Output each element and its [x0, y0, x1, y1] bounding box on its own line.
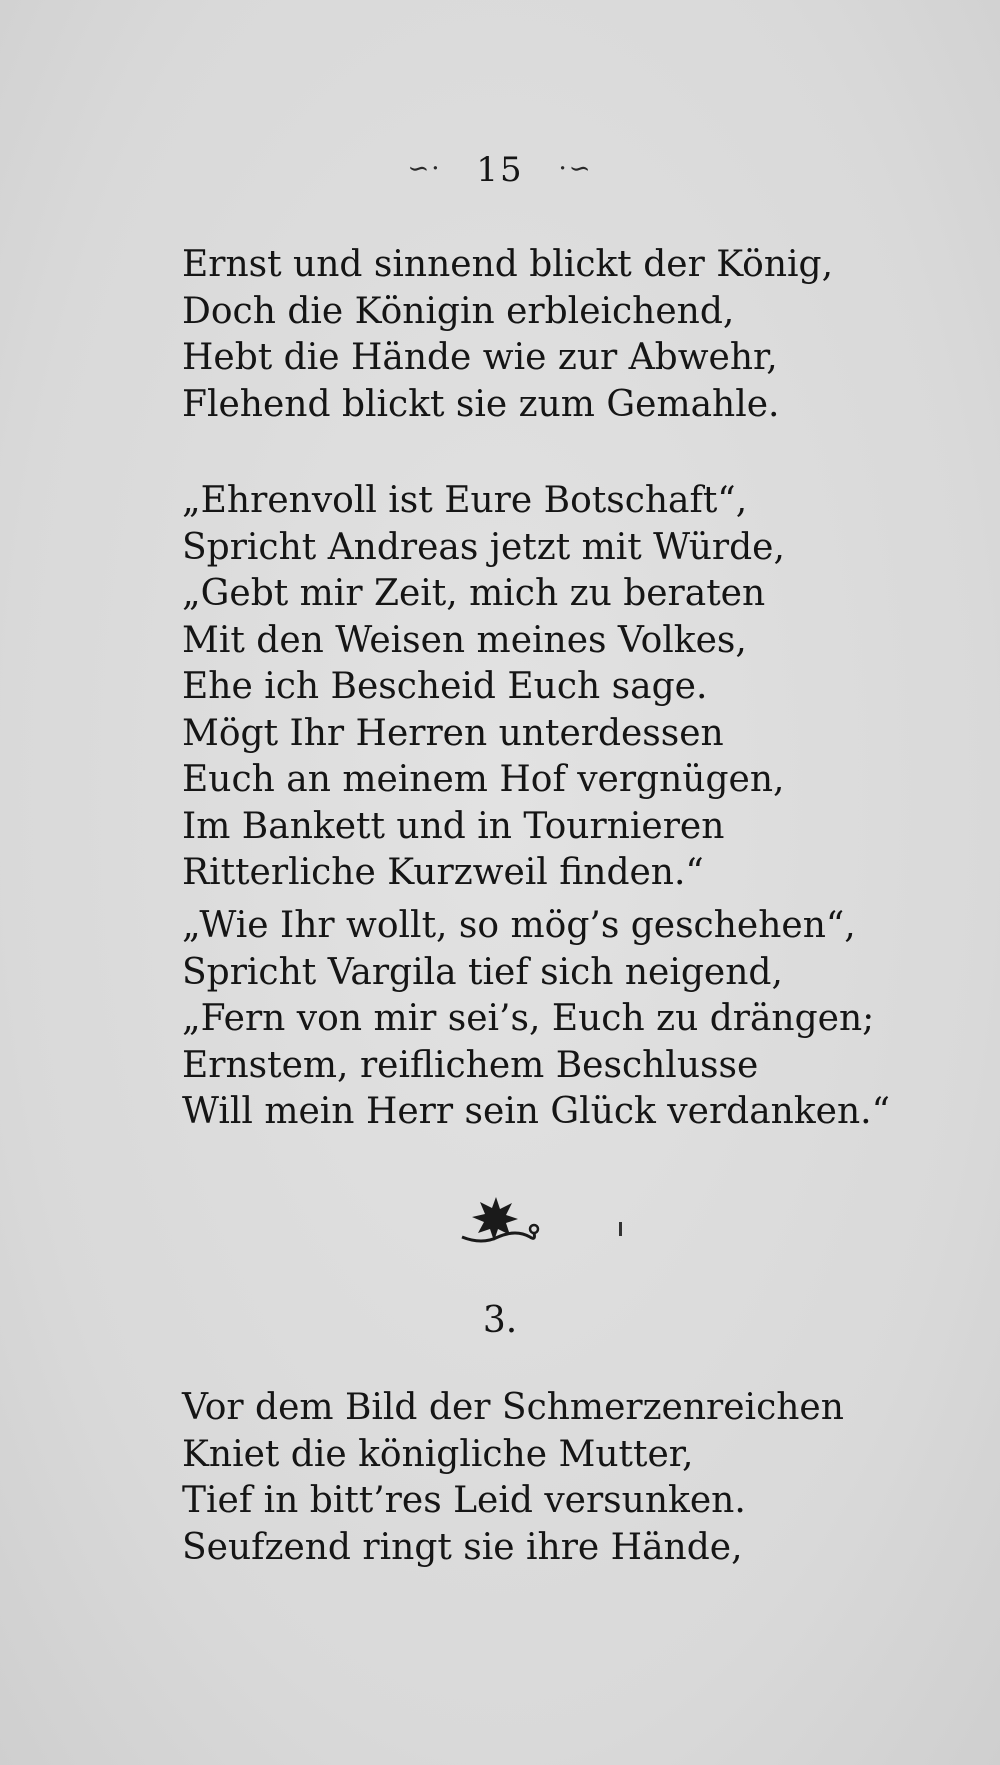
verse-line: Kniet die königliche Mutter,	[182, 1433, 694, 1475]
section-number: 3.	[482, 1300, 518, 1341]
ivy-leaf-divider-icon	[460, 1193, 550, 1253]
verse-line: Flehend blickt sie zum Gemahle.	[182, 383, 780, 425]
verse-line: „Gebt mir Zeit, mich zu beraten	[182, 573, 766, 614]
verse-line: Im Bankett und in Tournieren	[182, 805, 725, 847]
verse-line: Ehe ich Bescheid Euch sage.	[182, 666, 708, 707]
verse-line: Euch an meinem Hof vergnügen,	[182, 759, 785, 800]
verse-line: Ernst und sinnend blickt der König,	[182, 244, 834, 285]
verse-line: „Fern von mir sei’s, Euch zu drängen;	[182, 998, 875, 1039]
ornament-left-icon: ∽·	[407, 154, 442, 184]
print-mark	[619, 1222, 622, 1236]
verse-line: Tief in bitt’res Leid versunken.	[182, 1480, 746, 1521]
verse-line: „Wie Ihr wollt, so mög’s geschehen“,	[182, 905, 856, 946]
verse-line: Mit den Weisen meines Volkes,	[182, 619, 747, 661]
verse-line: Spricht Andreas jetzt mit Würde,	[182, 526, 785, 568]
ornament-right-icon: ·∽	[558, 154, 593, 184]
stanza-4	[182, 1385, 844, 1571]
verse-line: Spricht Vargila tief sich neigend,	[182, 951, 783, 993]
stanza-2	[182, 478, 785, 897]
verse-line: Seufzend ringt sie ihre Hände,	[182, 1526, 743, 1568]
verse-line: Hebt die Hände wie zur Abwehr,	[182, 337, 778, 378]
verse-line: Will mein Herr sein Glück verdanken.“	[182, 1091, 890, 1132]
page-number: 15	[476, 150, 524, 190]
stanza-1	[182, 242, 833, 428]
stanza-3	[182, 903, 890, 1136]
page-header	[0, 150, 1000, 190]
verse-line: Mögt Ihr Herren unterdessen	[182, 712, 724, 754]
verse-line: Doch die Königin erbleichend,	[182, 290, 735, 332]
verse-line: „Ehrenvoll ist Eure Botschaft“,	[182, 480, 748, 521]
verse-line: Vor dem Bild der Schmerzenreichen	[182, 1387, 844, 1428]
verse-line: Ritterliche Kurzweil finden.“	[182, 852, 704, 893]
verse-line: Ernstem, reiflichem Beschlusse	[182, 1044, 759, 1086]
